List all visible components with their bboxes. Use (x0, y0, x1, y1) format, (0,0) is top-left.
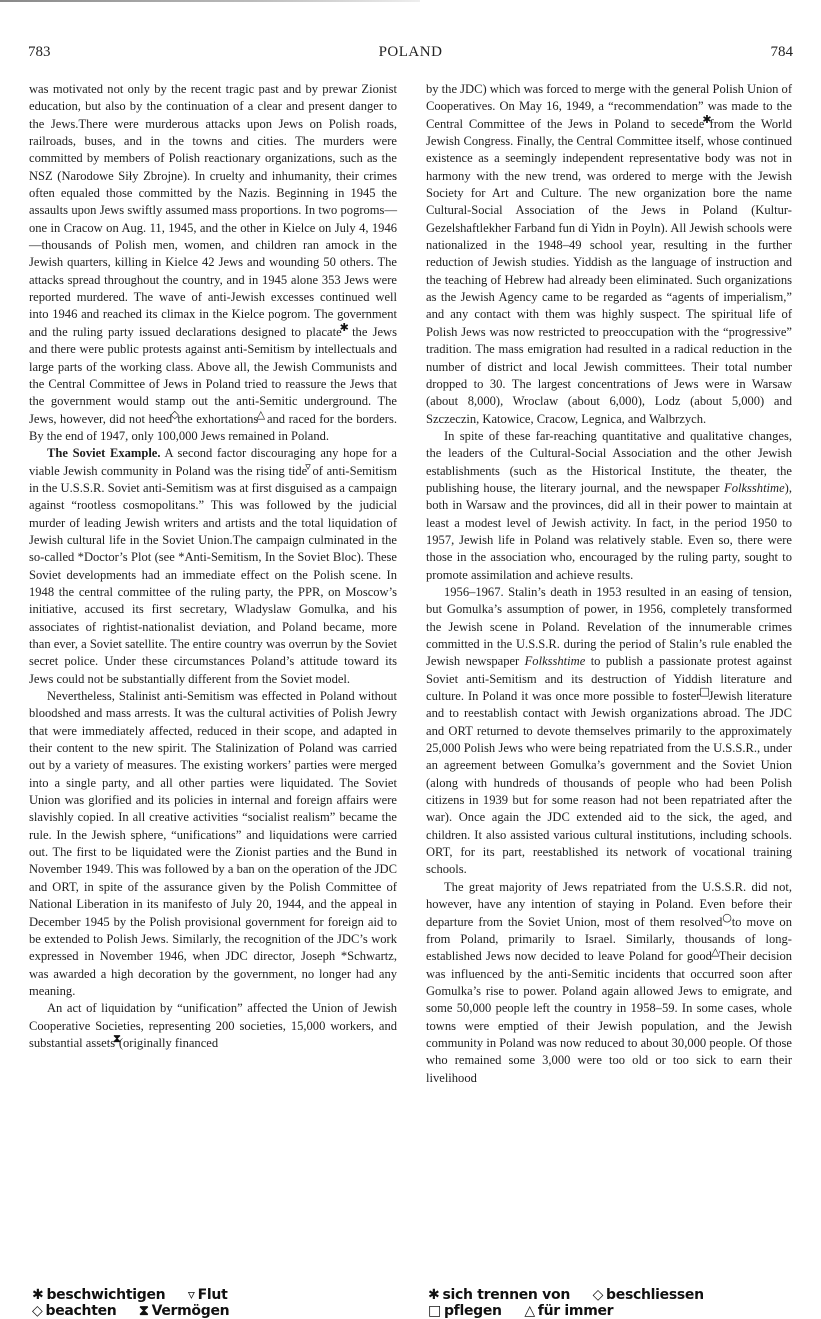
text-run: by the JDC) which was forced to merge with the general Polish Union of Cooperatives. On May 16, 1949, a “recommendation” was made to the Central Committee of the Jews in Poland to secede (426, 82, 792, 131)
newspaper-title: Folksshtime (724, 480, 785, 495)
handwritten-note (593, 1287, 704, 1303)
asterisk-annotation-icon: ✱ (702, 112, 712, 126)
text-run: The great majority of Jews repatriated from the U.S.S.R. did not, however, have any intention of staying in Poland. Even before their departure from the Soviet Union, most of them resolved (426, 879, 792, 929)
text-run: to publish a passionate protest against Soviet anti-Semitism and its destruction of Yiddish literature and culture. In Poland it was once more possible to foster (426, 654, 792, 704)
note-text: beschliessen (606, 1287, 704, 1303)
note-text: pflegen (443, 1303, 502, 1319)
section-heading-soviet-example: The Soviet Example. (47, 446, 161, 461)
text-run: Jewish literature and to reestablish contact with Jewish organizations abroad. The JDC and ORT returned to devote themselves primarily to the approximately 25,000 Polish Jews who were being repatriated from the U.S.S.R., under an agreement between Gomulka’s government and the Soviet Union (along with hundreds of thousands of people who had been Polish citizens in 1939 but for some reason had not been repatriated after the war). Once again the JDC extended aid to the sick, the aged, and children. It also assisted various cultural institutions, including schools. ORT, for its part, reestablished its network of vocational training schools. (426, 689, 792, 877)
note-text: beschwichtigen (46, 1287, 166, 1303)
running-title: POLAND (378, 44, 443, 60)
scan-edge-line (0, 0, 420, 2)
handwritten-notes-right (428, 1287, 722, 1319)
page-number-left: 783 (28, 44, 51, 60)
text-run: 1956–1967. Stalin’s death in 1953 resulted in an easing of tension, but Gomulka’s assumption of power, in 1956, completely transformed the Jewish scene in Poland. Revelation of the innumerable crimes committed in the U.S.S.R. during the period of Stalin’s rule enabled the Jewish newspaper (426, 584, 792, 669)
text-run: the exhortations (177, 411, 259, 426)
text-run: (originally financed (118, 1035, 219, 1050)
paragraph (29, 1000, 397, 1052)
diamond-annotation-icon: ◇ (170, 407, 180, 421)
square-annotation-icon: □ (698, 685, 711, 699)
text-run: the Jews and there were public protests against anti-Semitism by intellectuals and large parts of the working class. Above all, the Jewish Communists and the Central Committee of Jews in Poland tried to reassure the Jews that the government would stamp out the anti-Semitic underground. The Jews, however, did not heed (29, 324, 397, 426)
text-run: ), both in Warsaw and the provinces, did all in their power to maintain at least a modest level of Jewish activity. In fact, in the period 1950 to 1957, Jewish life in Poland was relatively stable. Even so, there were those in the association who, encouraged by the ruling party, sought to promote assimilation and achieve results. (426, 480, 792, 582)
text-run: In spite of these far-reaching quantitative and qualitative changes, the leaders of the Cultural-Social Association and the other Jewish establishments (such as the Historical Institute, the theater, the publishing house, the literary journal, and the newspaper (426, 428, 792, 495)
diamond-icon: ◇ (32, 1303, 43, 1319)
text-run: A second factor discouraging any hope for a viable Jewish community in Poland was the rising tide (29, 446, 397, 478)
handwritten-note (32, 1303, 116, 1319)
paragraph (426, 428, 792, 584)
note-text: sich trennen von (442, 1287, 570, 1303)
paragraph (426, 584, 792, 879)
asterisk-icon: ✱ (428, 1287, 440, 1303)
triangle-down-annotation-icon: ▿ (305, 459, 311, 473)
handwritten-note (428, 1287, 570, 1303)
text-run: was motivated not only by the recent tragic past and by prewar Zionist education, but also by the continuation of a clear and present danger to the Jews.There were murderous attacks upon Jews on Polish roads, railroads, buses, and in the towns and cities. The murders were committed by members of Polish reactionary organizations, such as the NSZ (Narodowe Siły Zbrojne). In cruelty and inhumanity, their crimes often equaled those committed by the Nazis. Beginning in 1945 the assaults upon Jews swiftly assumed mass proportions. In two pogroms—one in Cracow on Aug. 11, 1945, and the other in Kielce on July 4, 1946—thousands of Polish men, women, and children ran amock in the Jewish quarters, killing in Kielce 42 Jews and wounding 50 others. The attacks spread throughout the country, and in 1945 alone 353 Jews were reported murdered. The wave of anti-Jewish excesses continued well into 1946 and reached its climax in the Kielce pogrom. The government and the ruling party issued declarations designed to placate (29, 82, 397, 339)
note-text: für immer (537, 1303, 614, 1319)
paragraph (426, 81, 792, 428)
paragraph (29, 81, 397, 445)
page-number-right: 784 (770, 44, 793, 60)
text-run: of anti-Semitism in the U.S.S.R. Soviet anti-Semitism was at first disguised as a campaign against “rootless cosmopolitans.” This was followed by the judicial murder of leading Jewish writers and artists and the total liquidation of Jewish cultural life in the Soviet Union.The campaign culminated in the so-called *Doctor’s Plot (see *Anti-Semitism, In the Soviet Bloc). These Soviet developments had an immediate effect on the Polish scene. In 1948 the central committee of the ruling party, the PPR, on Moscow’s initiative, accused its first secretary, Wladyslaw Gomulka, and his associates of rightist-nationalist deviation, and Poland became, more than ever, a Soviet satellite. The entire country was overrun by the Soviet secret police. Under these circumstances Poland’s attitude toward its Jews could not be substantially different from the Soviet model. (29, 463, 398, 686)
square-icon: □ (428, 1303, 441, 1319)
note-row (32, 1303, 247, 1319)
note-row (428, 1303, 722, 1319)
note-row (32, 1287, 247, 1303)
triangle-up-icon: △ (524, 1303, 535, 1319)
asterisk-annotation-icon: ✱ (339, 320, 349, 334)
text-run: Their decision was influenced by the anti-Semitic incidents that occurred soon after Gomulka’s rise to power. Poland again allowed Jews to emigrate, and some 50,000 people left the country in 1958–59. In some cases, whole towns were emptied of their Jewish population, and the Jewish community in Poland was now reduced to about 30,000 people. Of those who remained some 3,000 were too old or too sick to earn their livelihood (426, 949, 792, 1085)
right-column (426, 81, 792, 1087)
note-text: Flut (197, 1287, 228, 1303)
triangle-down-icon: ▿ (187, 1287, 195, 1303)
circle-annotation-icon: ○ (720, 910, 734, 924)
text-run: to move on from Poland, primarily to Israel. Similarly, thousands of long-established Jews now decided to leave Poland for good (426, 914, 792, 964)
hourglass-annotation-icon: ⧗ (113, 1031, 121, 1045)
handwritten-note (188, 1287, 228, 1303)
asterisk-icon: ✱ (32, 1287, 44, 1303)
newspaper-title: Folksshtime (524, 654, 586, 669)
paragraph (426, 879, 792, 1087)
handwritten-note (32, 1287, 165, 1303)
handwritten-note (428, 1303, 502, 1319)
text-run: from the World Jewish Congress. Finally, the Central Committee itself, whose continued existence as a seemingly independent representative body was not in harmony with the new trend, was ordered to merge with the Jewish Society for Art and Culture. The new organization bore the name Cultural-Social Association of the Jews in Poland (Kultur-Gezelshaftlekher Farband fun di Yidn in Poyln). All Jewish schools were nationalized in the 1948–49 school year, resulting in the further reduction of Jewish studies. Yiddish as the language of instruction and the teaching of Hebrew had already been eliminated. Such organizations as the Jewish Agency came to be regarded as “agents of imperialism,” and any contact with them was highly suspect. The spiritual life of Polish Jews was now restricted to preoccupation with the “progressive” tradition. The mass emigration had resulted in a radical reduction in the number of district and local Jewish committees. Their total number dropped to 30. The largest concentrations of Jews were in Warsaw (about 8,000), Wroclaw (about 6,000), Lodz (about 5,000) and Szczeczin, Katowice, Cracow, Legnica, and Walbrzych. (426, 116, 792, 426)
paragraph: Nevertheless, Stalinist anti-Semitism was effected in Poland without bloodshed and mass arrests. It was the cultural activities of Polish Jewry that were immediately affected, reduced in their scope, and adapted in their content to the new spirit. The Stalinization of Poland was carried out by a variety of measures. The existing workers’ parties were merged into a single party, and all other parties were liquidated. The Soviet Union was glorified and its policies in internal and foreign affairs were slavishly copied. In all creative activities “socialist realism” became the rule. In the Jewish sphere, “unifications” and liquidations were carried out. The first to be liquidated were the Zionist parties and the Bund in November 1949. This was followed by a ban on the operation of the JDC and ORT, in spite of the assurance given by the Polish Committee of National Liberation in its manifesto of July 20, 1944, and the appeal in December 1945 by the Polish provisional government for foreign aid to be extended to Polish Jews. Similarly, the recognition of the JDC’s work expressed in November 1946, when JDC director, Joseph *Schwartz, was awarded a high decoration by the government, no longer had any meaning. (29, 689, 397, 998)
hourglass-icon: ⧗ (139, 1303, 149, 1319)
paragraph (29, 445, 397, 688)
handwritten-note (139, 1303, 229, 1319)
handwritten-note (524, 1303, 613, 1319)
note-text: beachten (45, 1303, 117, 1319)
left-column (29, 81, 397, 1052)
page-header (28, 44, 793, 68)
note-text: Vermögen (151, 1303, 230, 1319)
handwritten-notes-left (32, 1287, 247, 1319)
text-run: An act of liquidation by “unification” affected the Union of Jewish Cooperative Societies, representing 200 societies, 15,000 workers, and substantial assets (29, 1001, 397, 1050)
diamond-icon: ◇ (592, 1287, 604, 1303)
text-run: and raced for the borders. By the end of 1947, only 100,000 Jews remained in Poland. (29, 411, 397, 443)
triangle-up-annotation-icon: △ (709, 945, 721, 959)
triangle-up-annotation-icon: △ (256, 407, 266, 421)
note-row (428, 1287, 722, 1303)
